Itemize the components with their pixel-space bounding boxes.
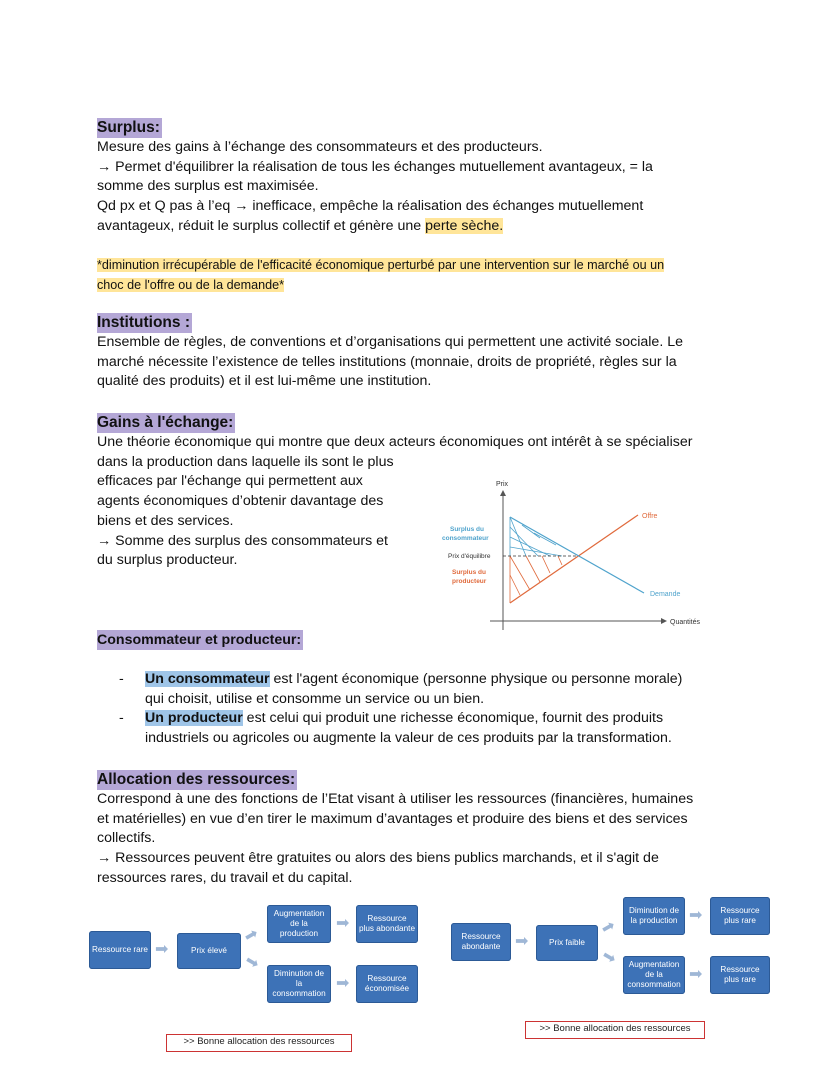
flow-right-bottom: Augmentation de la consommation xyxy=(623,956,685,994)
allocation-line-2: et matérielles) en vue d’en tirer le maximum d’avantages et produire des biens et des services xyxy=(97,810,688,827)
gains-heading: Gains à l'échange: xyxy=(97,414,234,431)
gains-line-1: Une théorie économique qui montre que deux acteurs économiques ont intérêt à se spécialiser xyxy=(97,434,693,450)
allocation-line-5: ressources rares, du travail et du capital. xyxy=(97,869,353,886)
gains-line-4: agents économiques d’obtenir davantage des xyxy=(97,493,384,510)
gains-line-6: → Somme des surplus des consommateurs et xyxy=(97,532,388,549)
surplus-line-1: Mesure des gains à l’échange des consommateurs et des producteurs. xyxy=(97,139,543,155)
flow-left-arrow-1: ➡ xyxy=(155,941,169,958)
flow-left-arrow-top: ➡ xyxy=(336,915,350,932)
producer-surplus-hatch xyxy=(510,556,562,603)
consumer-surplus-label: Surplus du consommateur xyxy=(442,526,489,542)
flow-left-top: Augmentation de la production xyxy=(267,905,331,943)
flow-left-top-result: Ressource plus abondante xyxy=(356,905,418,943)
list-item-producteur: - Un producteur est celui qui produit une richesse économique, fournit des produits industriels ou agricoles ou augmente la valeur de ces produits par la transformation. xyxy=(119,710,672,747)
flow-right-arrow-top: ➡ xyxy=(689,907,703,924)
surplus-note-line-2: choc de l'offre ou de la demande* xyxy=(97,277,285,292)
surplus-note-line-1: *diminution irrécupérable de l'efficacité économique perturbé par une intervention sur le marché ou un xyxy=(97,258,665,272)
series-label-offre: Offre xyxy=(642,513,658,520)
flow-right-top-result: Ressource plus rare xyxy=(710,897,770,935)
institutions-line-1: Ensemble de règles, de conventions et d’organisations qui permettent une activité sociale. Le xyxy=(97,334,683,350)
flow-right-arrow-1: ➡ xyxy=(515,933,529,950)
y-axis-label: Prix xyxy=(496,481,509,488)
allocation-line-3: collectifs. xyxy=(97,830,156,847)
consumer-producer-list xyxy=(97,670,737,749)
consumer-surplus-hatch xyxy=(510,517,562,556)
allocation-line-4: → Ressources peuvent être gratuites ou alors des biens publics marchands, et il s'agit de xyxy=(97,850,659,867)
flow-right-arrow-bottom: ➡ xyxy=(689,966,703,983)
flow-right-start: Ressource abondante xyxy=(451,923,511,961)
gains-line-7: du surplus producteur. xyxy=(97,552,238,569)
surplus-line-5 xyxy=(97,217,737,237)
allocation-heading: Allocation des ressources: xyxy=(97,771,296,788)
perte-seche-highlight: perte sèche. xyxy=(425,217,504,234)
surplus-line-2: → Permet d'équilibrer la réalisation de tous les échanges mutuellement avantageux, = la xyxy=(97,158,653,175)
flow-right-bottom-result: Ressource plus rare xyxy=(710,956,770,994)
x-axis-label: Quantités xyxy=(670,619,700,626)
flow-left-mid: Prix élevé xyxy=(177,933,241,969)
flow-left-bottom-result: Ressource économisée xyxy=(356,965,418,1003)
section-institutions xyxy=(97,313,737,392)
gains-line-5: biens et des services. xyxy=(97,512,234,529)
surplus-line-3: somme des surplus est maximisée. xyxy=(97,178,319,195)
section-consumer-producer xyxy=(97,630,737,650)
surplus-chart xyxy=(430,475,710,635)
flow-right-arrow-up: ➡ xyxy=(598,916,619,939)
section-allocation xyxy=(97,770,737,889)
consumer-producer-heading: Consommateur et producteur: xyxy=(97,632,302,648)
surplus-line-4: Qd px et Q pas à l’eq → inefficace, empêche la réalisation des échanges mutuellement xyxy=(97,198,644,215)
surplus-note xyxy=(97,256,737,295)
series-label-demande: Demande xyxy=(650,591,681,598)
flow-right-top: Diminution de la production xyxy=(623,897,685,935)
flow-left-bottom: Diminution de la consommation xyxy=(267,965,331,1003)
flow-right-mid: Prix faible xyxy=(536,925,598,961)
allocation-line-1: Correspond à une des fonctions de l’Etat visant à utiliser les ressources (financières, humaines xyxy=(97,791,694,807)
list-item-consommateur: - Un consommateur est l'agent économique (personne physique ou personne morale) qui choisit, utilise et consomme un service ou un bien. xyxy=(119,671,683,707)
flow-left-arrow-bottom: ➡ xyxy=(336,975,350,992)
gains-line-2: dans la production dans laquelle ils sont le plus xyxy=(97,453,394,470)
institutions-line-2: marché nécessite l’existence de telles institutions (monnaie, droits de propriété, règles sur la xyxy=(97,353,677,370)
flow-left-caption: >> Bonne allocation des ressources xyxy=(166,1034,352,1052)
flow-right-caption: >> Bonne allocation des ressources xyxy=(525,1021,705,1039)
institutions-heading: Institutions : xyxy=(97,314,190,331)
flow-left-arrow-up: ➡ xyxy=(241,924,262,947)
surplus-heading: Surplus: xyxy=(97,119,160,136)
demand-curve xyxy=(510,517,644,593)
flow-right-arrow-down: ➡ xyxy=(598,946,620,969)
flow-left-arrow-down: ➡ xyxy=(241,951,263,974)
surplus-line-5-text: avantageux, réduit le surplus collectif et génère une xyxy=(97,217,426,234)
flow-left-start: Ressource rare xyxy=(89,931,151,969)
institutions-line-3: qualité des produits) et il est lui-même une institution. xyxy=(97,373,432,390)
equilibrium-label: Prix d'équilibre xyxy=(448,553,491,560)
producer-surplus-label: Surplus du producteur xyxy=(452,569,487,585)
gains-line-3: efficaces par l'échange qui permettent aux xyxy=(97,473,363,490)
section-surplus xyxy=(97,118,737,237)
